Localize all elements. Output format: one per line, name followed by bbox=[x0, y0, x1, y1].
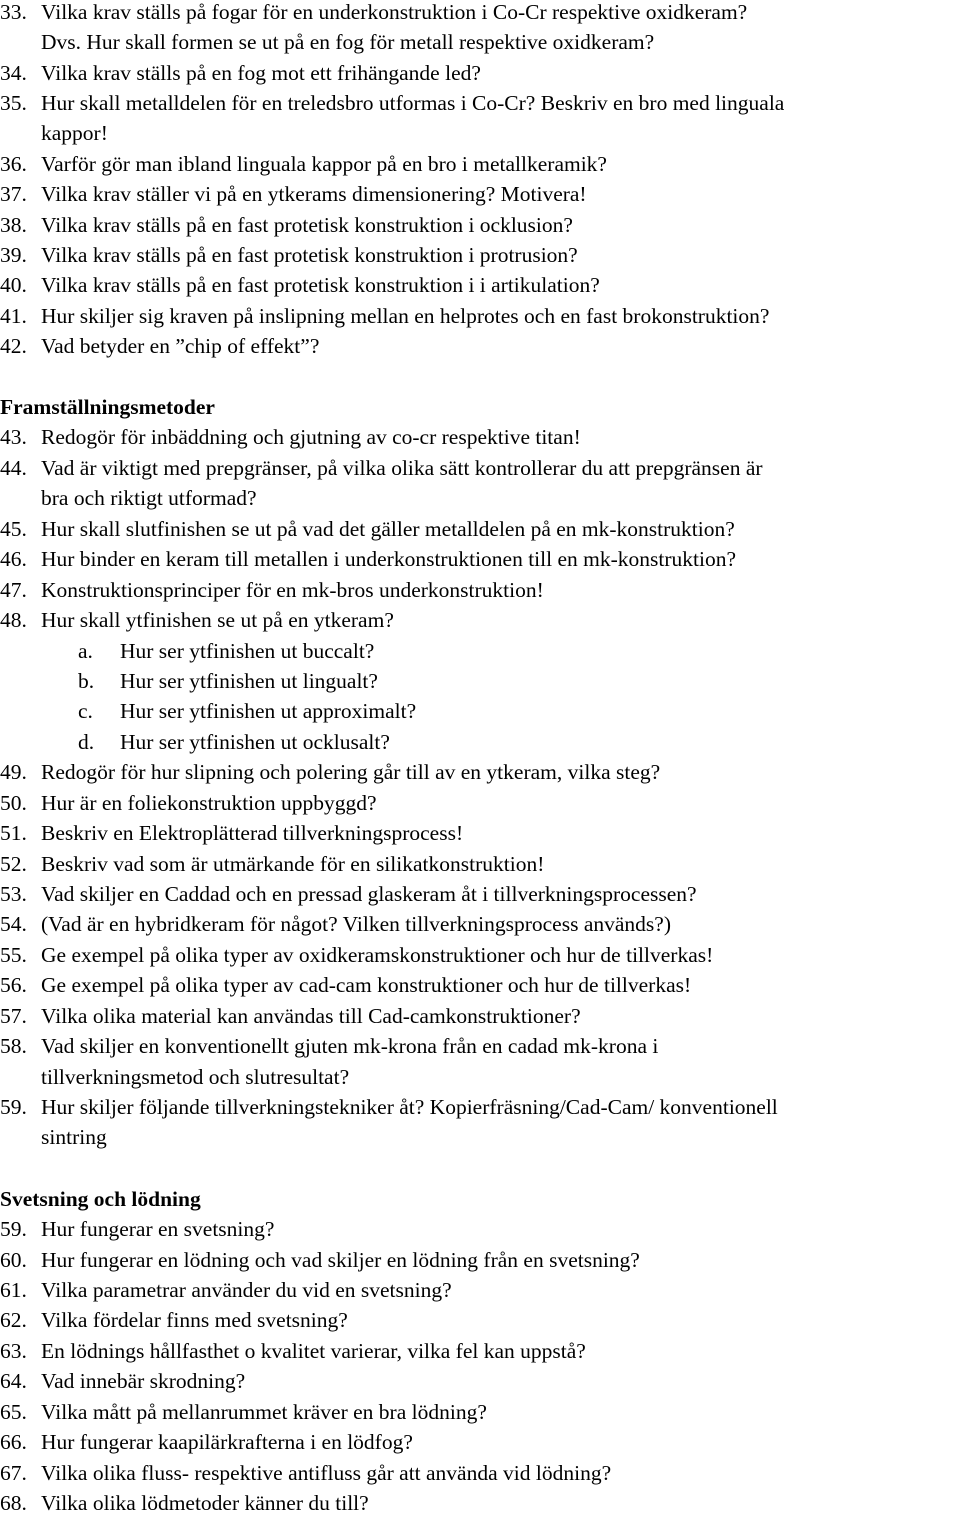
question-text: Vad betyder en ”chip of effekt”? bbox=[41, 334, 320, 358]
question-number: 41. bbox=[0, 304, 27, 328]
question-text: Vilka krav ställs på en fast protetisk konstruktion i protrusion? bbox=[41, 243, 578, 267]
question-continuation-text: tillverkningsmetod och slutresultat? bbox=[41, 1065, 350, 1089]
question-text: Hur fungerar en svetsning? bbox=[41, 1217, 275, 1241]
question-number: 33. bbox=[0, 0, 27, 24]
question-text: Vilka krav ställs på fogar för en underkonstruktion i Co-Cr respektive oxidkeram? bbox=[41, 0, 748, 24]
question-text: Vilka krav ställs på en fast protetisk konstruktion i i artikulation? bbox=[41, 273, 600, 297]
section-heading-text: Svetsning och lödning bbox=[0, 1187, 201, 1211]
question-continuation-text: kappor! bbox=[41, 121, 108, 145]
question-number: 35. bbox=[0, 91, 27, 115]
question-number: 49. bbox=[0, 760, 27, 784]
question-text: Hur skiljer sig kraven på inslipning mellan en helprotes och en fast brokonstruktion? bbox=[41, 304, 770, 328]
question-number: 56. bbox=[0, 973, 27, 997]
question-text: Vilka olika fluss- respektive antifluss går att använda vid lödning? bbox=[41, 1461, 612, 1485]
question-number: 37. bbox=[0, 182, 27, 206]
question-number: 48. bbox=[0, 608, 27, 632]
question-text: Ge exempel på olika typer av cad-cam konstruktioner och hur de tillverkas! bbox=[41, 973, 692, 997]
question-number: 53. bbox=[0, 882, 27, 906]
question-number: 34. bbox=[0, 61, 27, 85]
question-text: Vilka krav ställer vi på en ytkerams dimensionering? Motivera! bbox=[41, 182, 587, 206]
sub-question-letter: b. bbox=[78, 669, 95, 693]
question-text: Vad är viktigt med prepgränser, på vilka olika sätt kontrollerar du att prepgränsen är bbox=[41, 456, 763, 480]
question-text: Vad skiljer en Caddad och en pressad glaskeram åt i tillverkningsprocessen? bbox=[41, 882, 697, 906]
question-text: Redogör för hur slipning och polering går till av en ytkeram, vilka steg? bbox=[41, 760, 661, 784]
sub-question-text: Hur ser ytfinishen ut ocklusalt? bbox=[120, 730, 390, 754]
question-text: Vad skiljer en konventionellt gjuten mk-krona från en cadad mk-krona i bbox=[41, 1034, 659, 1058]
question-text: (Vad är en hybridkeram för något? Vilken tillverkningsprocess används?) bbox=[41, 912, 671, 936]
question-text: Hur skall ytfinishen se ut på en ytkeram? bbox=[41, 608, 394, 632]
question-number: 43. bbox=[0, 425, 27, 449]
question-text: Vilka parametrar använder du vid en svetsning? bbox=[41, 1278, 452, 1302]
question-number: 36. bbox=[0, 152, 27, 176]
question-continuation-text: Dvs. Hur skall formen se ut på en fog för metall respektive oxidkeram? bbox=[41, 30, 655, 54]
question-number: 65. bbox=[0, 1400, 27, 1424]
question-text: Beskriv vad som är utmärkande för en silikatkonstruktion! bbox=[41, 852, 545, 876]
question-text: Beskriv en Elektroplätterad tillverkningsprocess! bbox=[41, 821, 464, 845]
question-text: Vilka olika material kan användas till Cad-camkonstruktioner? bbox=[41, 1004, 581, 1028]
question-number: 44. bbox=[0, 456, 27, 480]
question-number: 47. bbox=[0, 578, 27, 602]
question-number: 63. bbox=[0, 1339, 27, 1363]
sub-question-text: Hur ser ytfinishen ut buccalt? bbox=[120, 639, 375, 663]
section-heading-text: Framställningsmetoder bbox=[0, 395, 215, 419]
question-number: 40. bbox=[0, 273, 27, 297]
question-number: 54. bbox=[0, 912, 27, 936]
question-number: 39. bbox=[0, 243, 27, 267]
question-text: Hur skall metalldelen för en treledsbro utformas i Co-Cr? Beskriv en bro med linguala bbox=[41, 91, 785, 115]
question-number: 62. bbox=[0, 1308, 27, 1332]
question-number: 58. bbox=[0, 1034, 27, 1058]
question-number: 61. bbox=[0, 1278, 27, 1302]
question-text: Redogör för inbäddning och gjutning av co-cr respektive titan! bbox=[41, 425, 581, 449]
question-number: 57. bbox=[0, 1004, 27, 1028]
question-number: 68. bbox=[0, 1491, 27, 1515]
sub-question-letter: a. bbox=[78, 639, 93, 663]
question-number: 60. bbox=[0, 1248, 27, 1272]
question-text: Ge exempel på olika typer av oxidkeramskonstruktioner och hur de tillverkas! bbox=[41, 943, 714, 967]
question-number: 50. bbox=[0, 791, 27, 815]
question-text: Vilka olika lödmetoder känner du till? bbox=[41, 1491, 369, 1515]
question-continuation-text: bra och riktigt utformad? bbox=[41, 486, 257, 510]
question-continuation-text: sintring bbox=[41, 1125, 107, 1149]
question-number: 67. bbox=[0, 1461, 27, 1485]
question-number: 46. bbox=[0, 547, 27, 571]
sub-question-text: Hur ser ytfinishen ut lingualt? bbox=[120, 669, 378, 693]
question-number: 66. bbox=[0, 1430, 27, 1454]
sub-question-letter: d. bbox=[78, 730, 95, 754]
question-number: 42. bbox=[0, 334, 27, 358]
question-number: 59. bbox=[0, 1095, 27, 1119]
question-text: Vilka mått på mellanrummet kräver en bra lödning? bbox=[41, 1400, 487, 1424]
sub-question-letter: c. bbox=[78, 699, 93, 723]
question-text: Hur skiljer följande tillverkningstekniker åt? Kopierfräsning/Cad-Cam/ konventionell bbox=[41, 1095, 778, 1119]
question-number: 59. bbox=[0, 1217, 27, 1241]
question-text: Vad innebär skrodning? bbox=[41, 1369, 246, 1393]
question-text: Hur skall slutfinishen se ut på vad det gäller metalldelen på en mk-konstruktion? bbox=[41, 517, 735, 541]
question-number: 51. bbox=[0, 821, 27, 845]
question-text: Konstruktionsprinciper för en mk-bros underkonstruktion! bbox=[41, 578, 544, 602]
question-text: Hur är en foliekonstruktion uppbyggd? bbox=[41, 791, 377, 815]
question-text: Vilka fördelar finns med svetsning? bbox=[41, 1308, 348, 1332]
question-text: Hur binder en keram till metallen i underkonstruktionen till en mk-konstruktion? bbox=[41, 547, 737, 571]
question-number: 64. bbox=[0, 1369, 27, 1393]
question-number: 38. bbox=[0, 213, 27, 237]
question-text: Hur fungerar kaapilärkrafterna i en lödfog? bbox=[41, 1430, 413, 1454]
sub-question-text: Hur ser ytfinishen ut approximalt? bbox=[120, 699, 417, 723]
question-text: Vilka krav ställs på en fast protetisk konstruktion i ocklusion? bbox=[41, 213, 573, 237]
question-text: En lödnings hållfasthet o kvalitet varierar, vilka fel kan uppstå? bbox=[41, 1339, 586, 1363]
question-text: Vilka krav ställs på en fog mot ett frihängande led? bbox=[41, 61, 481, 85]
question-text: Hur fungerar en lödning och vad skiljer en lödning från en svetsning? bbox=[41, 1248, 640, 1272]
question-number: 52. bbox=[0, 852, 27, 876]
question-text: Varför gör man ibland linguala kappor på en bro i metallkeramik? bbox=[41, 152, 607, 176]
question-number: 55. bbox=[0, 943, 27, 967]
question-number: 45. bbox=[0, 517, 27, 541]
